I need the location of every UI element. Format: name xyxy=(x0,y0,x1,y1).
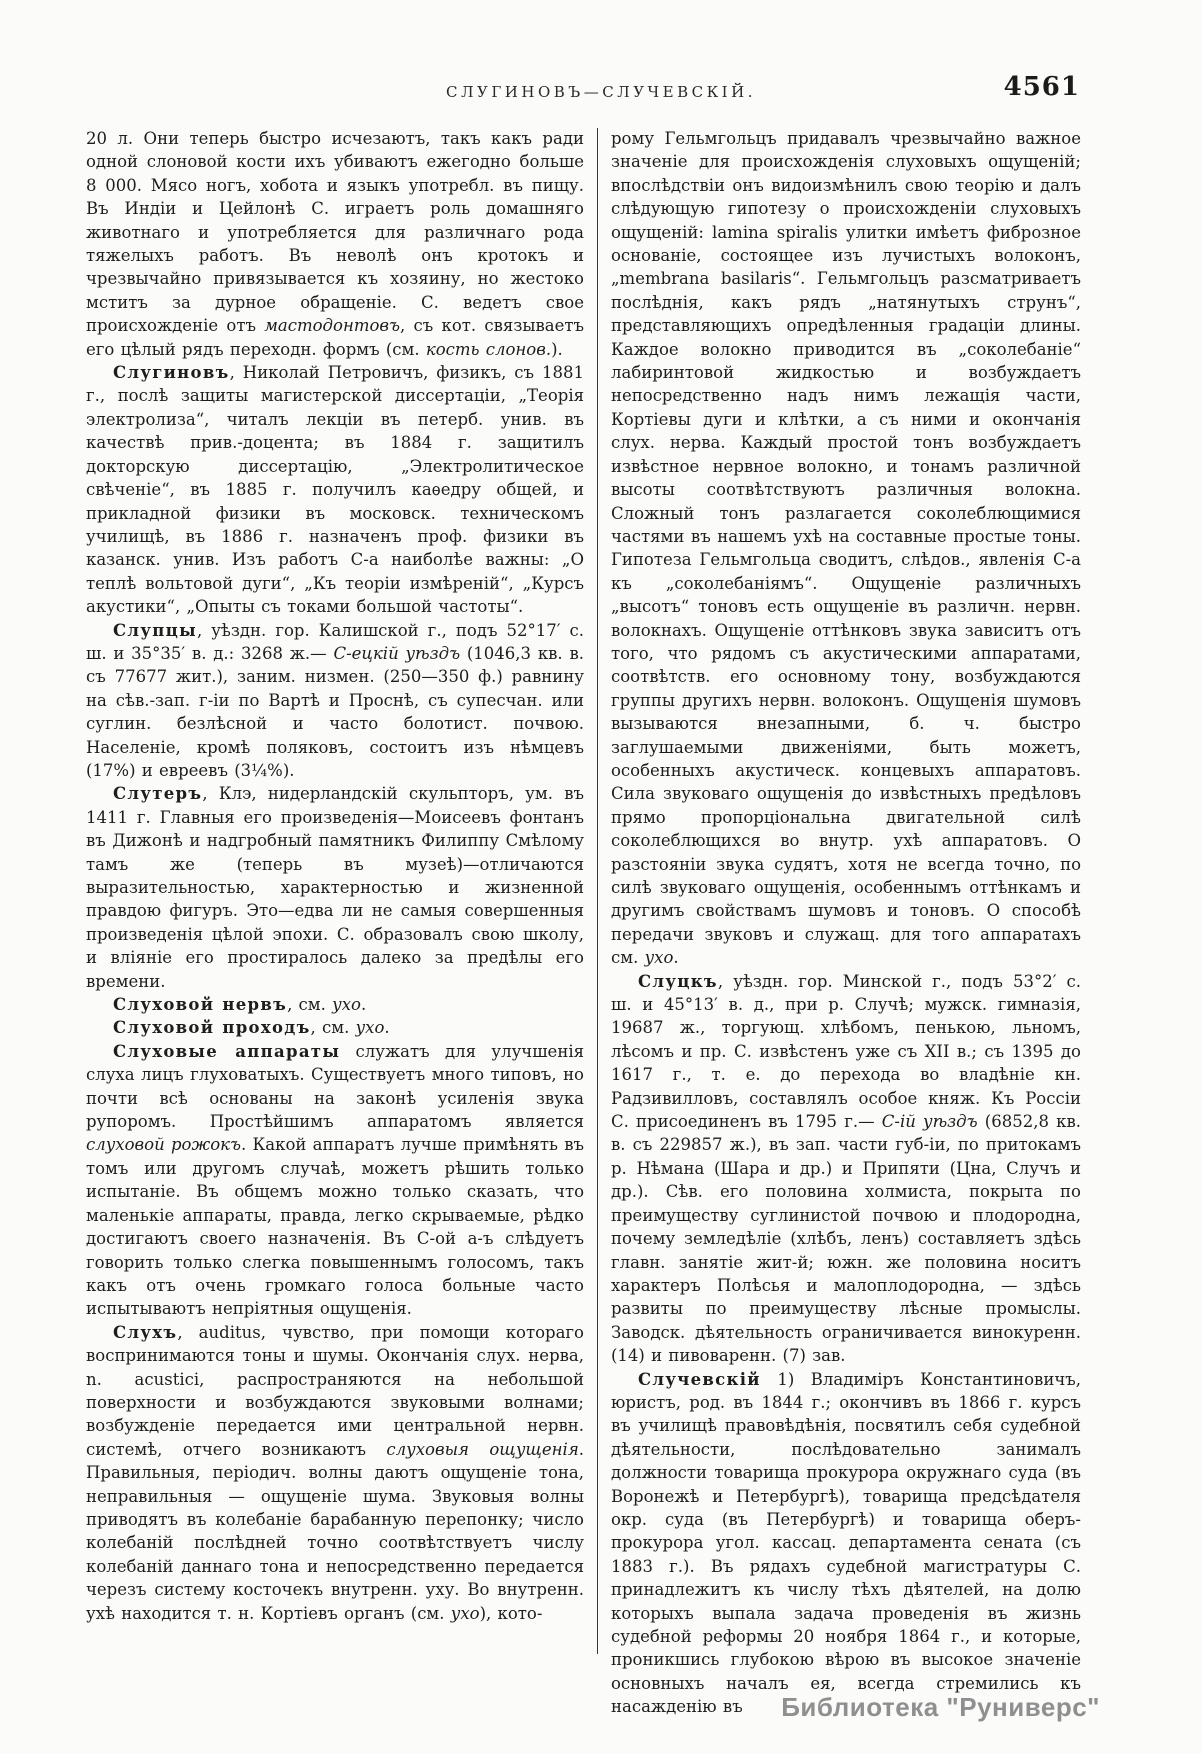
body-text: ). xyxy=(551,339,563,359)
body-text: (1046,3 кв. в. съ 77677 жит.), заним. низмен. (250—350 ф.) равнину на сѣв.-зап. г-іи по Вартѣ и Проснѣ, съ супесчан. или суглин. безлѣсной и часто болотист. почвою. Населеніе, кромѣ поляковъ, состоитъ изъ нѣмцевъ (17%) и евреевъ (3¼%). xyxy=(86,643,584,780)
entry-paragraph xyxy=(611,1368,1081,1719)
body-text: рому Гельмгольцъ придавалъ чрезвычайно важное значеніе для происхожденія слуховыхъ ощущеній; впослѣдствіи онъ видоизмѣнилъ свою теорію и далъ слѣдующую гипотезу о происхожденіи слуховыхъ ощущеній: lamina spiralis улитки имѣетъ фиброзное основаніе, состоящее изъ лучистыхъ волоконъ, „membrana basilaris“. Гельмгольцъ разсматриваетъ послѣднія, какъ рядъ „натянутыхъ струнъ“, представляющихъ опредѣленныя градаціи длины. Каждое волокно приводится въ „соколебаніе“ лабиринтовой жидкостью и возбуждаетъ непосредственно надъ нимъ лежащія части, Кортіевы дуги и клѣтки, а съ ними и окончанія слух. нерва. Каждый простой тонъ возбуждаетъ извѣстное нервное волокно, и тонамъ различной высоты соотвѣтствуютъ различныя волокна. Сложный тонъ разлагается соколеблющимися частями въ нашемъ ухѣ на составные простые тоны. Гипотеза Гельмгольца сводитъ, слѣдов., явленія С-а къ „соколебаніямъ“. Ощущеніе различныхъ „высотъ“ тоновъ есть ощущеніе въ различн. нервн. волокнахъ. Ощущеніе оттѣнковъ звука зависитъ отъ того, что рядомъ съ акустическими аппаратами, соотвѣтств. его основному тону, возбуждаются группы другихъ нервн. волоконъ. Ощущенія шумовъ вызываются внезапными, б. ч. быстро заглушаемыми движеніями, быть можетъ, особенныхъ акустическ. концевыхъ аппаратовъ. Сила звуковаго ощущенія до извѣстныхъ предѣловъ прямо пропорціональна двигательной силѣ соколеблющихся во внутр. ухѣ аппаратовъ. О разстояніи звука судятъ, хотя не всегда точно, по силѣ звуковаго ощущенія, особеннымъ оттѣнкамъ и другимъ свойствамъ шумовъ и тоновъ. О способѣ передачи звуковъ и служащ. для того аппаратахъ см. xyxy=(611,129,1081,968)
entry-headword: Слуховой нервъ xyxy=(113,995,288,1015)
running-head: СЛУГИНОВЪ—СЛУЧЕВСКІЙ. xyxy=(446,83,756,101)
body-text: , см. xyxy=(287,995,333,1015)
body-text: , Николай Петровичъ, физикъ, съ 1881 г., послѣ защиты магистерской диссертаціи, „Теорія электролиза“, читалъ лекціи въ петерб. унив. въ качествѣ прив.-доцента; въ 1884 г. защитилъ докторскую диссертацію, „Электролитическое свѣченіе“, въ 1885 г. получилъ каѳедру общей, и прикладной физики въ московск. техническомъ училищѣ, въ 1886 г. назначенъ проф. физики въ казанск. унив. Изъ работъ С-а наиболѣе важны: „О теплѣ вольтовой дуги“, „Къ теоріи измѣреній“, „Курсъ акустики“, „Опыты съ токами большой частоты“. xyxy=(86,363,584,617)
body-text: , Клэ, нидерландскій скульпторъ, ум. въ 1411 г. Главныя его произведенія—Моисеевъ фонтанъ въ Дижонѣ и надгробный памятникъ Филиппу Смѣлому тамъ же (теперь въ музеѣ)—отличаются выразительностью, характерностью и жизненной правдою фигуръ. Это—едва ли не самыя совершенныя произведенія цѣлой эпохи. С. образовалъ свою школу, и вліяніе его простиралось далеко за предѣлы его времени. xyxy=(86,784,584,991)
body-text: . Какой аппаратъ лучше примѣнять въ томъ или другомъ случаѣ, можетъ рѣшить только испытаніе. Въ общемъ можно только сказать, что маленькіе аппараты, правда, легко скрываемые, рѣдко достигаютъ своего назначенія. Въ С-ой а-ъ слѣдуетъ говорить только слегка повышеннымъ голосомъ, такъ какъ отъ очень громкаго голоса больные часто испытываютъ непріятныя ощущенія. xyxy=(86,1135,584,1319)
entry-paragraph xyxy=(86,1016,584,1039)
entry-headword: Слуховые аппараты xyxy=(113,1041,341,1061)
entry-headword: Слуховой проходъ xyxy=(113,1018,311,1038)
body-text: , уѣздн. гор. Калишской г., подъ 52°17′ с. ш. и 35°35′ в. д.: 3268 ж.— xyxy=(86,620,584,663)
entry-headword: Слугиновъ xyxy=(113,363,230,383)
italic-term: слуховыя ощущенія xyxy=(386,1439,579,1459)
entry-headword: Слуцкъ xyxy=(638,971,718,991)
italic-term: ухо xyxy=(332,995,361,1015)
entry-paragraph xyxy=(86,782,584,993)
body-text: . Правильныя, періодич. волны даютъ ощущеніе тона, неправильныя — ощущеніе шума. Звуковыя волны приводятъ въ колебаніе барабанную перепонку; число колебаній послѣдней точно соотвѣтствуетъ числу колебаній даннаго тона и непосредственно передается черезъ систему косточекъ внутренн. уху. Во внутренн. ухѣ находится т. н. Кортіевъ органъ (см. xyxy=(86,1439,584,1623)
library-watermark: Библиотека "Руниверс" xyxy=(781,1692,1100,1722)
body-text: , уѣздн. гор. Минской г., подъ 53°2′ с. ш. и 45°13′ в. д., при р. Случѣ; мужск. гимназія, 19687 ж., торгующ. хлѣбомъ, пенькою, льномъ, лѣсомъ и пр. С. извѣстенъ уже съ XII в.; съ 1395 до 1617 г., т. е. до перехода во владѣніе кн. Радзивилловъ, составлялъ особое княж. Къ Россіи С. присоединенъ въ 1795 г.— xyxy=(611,971,1081,1132)
entry-paragraph xyxy=(611,127,1081,970)
column-divider-rule xyxy=(597,128,598,1654)
right-text-column xyxy=(611,127,1081,1719)
italic-term: слуховой рожокъ xyxy=(86,1135,242,1155)
body-text: , auditus, чувство, при помощи котораго воспринимаются тоны и шумы. Окончанія слух. нерва, n. acustici, распространяются на небольшой поверхности и возбуждаются звуковыми волнами; возбужденіе передается ими центральной нервн. системѣ, отчего возникаютъ xyxy=(86,1322,584,1459)
italic-term: С-ецкій уѣздъ xyxy=(333,643,461,663)
body-text: 1) Владиміръ Константиновичъ, юристъ, род. въ 1844 г.; окончивъ въ 1866 г. курсъ въ училищѣ правовѣдѣнія, посвятилъ себя судебной дѣятельности, послѣдовательно занималъ должности товарища прокурора окружнаго суда (въ Воронежѣ и Петербургѣ), товарища предсѣдателя окр. суда (въ Петербургѣ) и товарища оберъ-прокурора угол. кассац. департамента сената (съ 1883 г.). Въ рядахъ судебной магистратуры С. принадлежитъ къ числу тѣхъ дѣятелей, на долю которыхъ выпала задача проведенія въ жизнь судебной реформы 20 ноября 1864 г., и которые, проникшись глубокою вѣрою въ высокое значеніе основныхъ началъ ея, всегда стремились къ насажденію въ xyxy=(611,1369,1081,1717)
body-text: (6852,8 кв. в. съ 229857 ж.), въ зап. части губ-іи, по притокамъ р. Нѣмана (Шара и др.) и Припяти (Цна, Случъ и др.). Сѣв. его половина холмиста, покрыта по преимуществу суглинистой почвою и плодородна, почему земледѣліе (хлѣбъ, ленъ) составляетъ здѣсь главн. занятіе жит-й; южн. же половина носитъ характеръ Полѣсья и малоплодородна, — здѣсь развиты по преимуществу лѣсные промыслы. Заводск. дѣятельность ограничивается винокуренн. (14) и пивоваренн. (7) зав. xyxy=(611,1112,1081,1366)
entry-paragraph xyxy=(86,993,584,1016)
italic-term: ухо xyxy=(355,1018,385,1038)
entry-headword: Слухъ xyxy=(113,1322,178,1342)
entry-paragraph xyxy=(86,1040,584,1321)
entry-headword: Слутеръ xyxy=(113,784,203,804)
italic-term: ухо xyxy=(644,948,674,968)
left-text-column xyxy=(86,127,584,1625)
body-text: . xyxy=(384,1018,390,1038)
entry-paragraph xyxy=(86,361,584,618)
page-number: 4561 xyxy=(1003,72,1080,102)
body-text: . xyxy=(360,995,367,1015)
entry-paragraph xyxy=(611,970,1081,1368)
italic-term: С-ій уѣздъ xyxy=(881,1112,978,1132)
body-text: 20 л. Они теперь быстро исчезаютъ, такъ какъ ради одной слоновой кости ихъ убиваютъ ежегодно больше 8 000. Мясо ногъ, хобота и языкъ употребл. въ пищу. Въ Индіи и Цейлонѣ С. играетъ роль домашняго животнаго и употребляется для различнаго рода тяжелыхъ работъ. Въ неволѣ онъ кротокъ и чрезвычайно привязывается къ хозяину, но жестоко мститъ за дурное обращеніе. С. ведетъ свое происхожденіе отъ xyxy=(86,129,584,336)
body-text: , см. xyxy=(310,1018,356,1038)
entry-headword: Случевскій xyxy=(638,1369,761,1389)
entry-paragraph xyxy=(86,619,584,783)
italic-term: кость слонов. xyxy=(425,339,552,359)
entry-paragraph xyxy=(86,127,584,361)
entry-headword: Слупцы xyxy=(113,620,197,640)
italic-term: ухо xyxy=(450,1603,480,1623)
body-text: служатъ для улучшенія слуха лицъ глуховатыхъ. Существуетъ много типовъ, но почти всѣ основаны на законѣ усиленія звука рупоромъ. Простѣйшимъ аппаратомъ является xyxy=(86,1041,584,1132)
body-text: ), кото- xyxy=(479,1603,543,1623)
entry-paragraph xyxy=(86,1321,584,1625)
italic-term: мастодонтовъ xyxy=(264,316,400,336)
body-text: , съ кот. связываетъ его цѣлый рядъ переходн. формъ (см. xyxy=(86,316,584,359)
body-text: . xyxy=(673,948,679,968)
